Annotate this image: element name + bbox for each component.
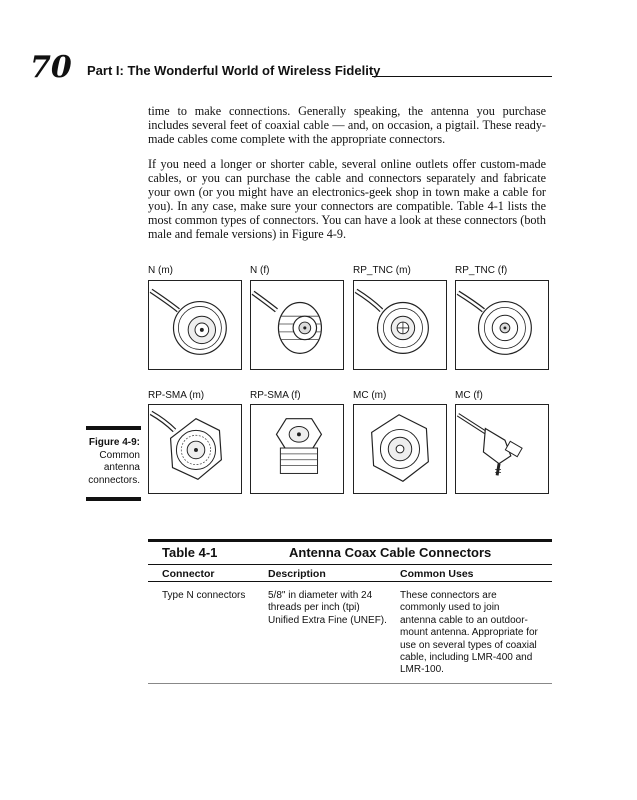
rptnc-female-connector-icon [456, 281, 548, 369]
table-header-description: Description [268, 568, 326, 580]
running-head: Part I: The Wonderful World of Wireless Fidelity [87, 63, 381, 78]
connector-label-rpsma-female: RP-SMA (f) [250, 390, 301, 401]
n-female-connector-icon [251, 281, 343, 369]
table-header-connector: Connector [162, 568, 215, 580]
header-rule [372, 76, 552, 77]
rpsma-female-connector-icon [251, 405, 343, 493]
body-paragraph-1: time to make connections. Generally speaking, the antenna you purchase includes several feet of coaxial cable — and, on occasion, a pigtail. These ready-made cables come complete with the appropriate connectors. [148, 104, 546, 146]
figure-caption-label: Figure 4-9: [88, 437, 140, 448]
mc-female-connector-icon [456, 405, 548, 493]
table-rule-header-bottom [148, 581, 552, 582]
connector-image-mc-male [353, 404, 447, 494]
connector-image-rpsma-female [250, 404, 344, 494]
connector-image-n-female [250, 280, 344, 370]
page-number: 70 [30, 50, 72, 85]
connector-image-rptnc-male [353, 280, 447, 370]
figure-caption [78, 437, 140, 487]
table-cell-description: 5/8" in diameter with 24 threads per inch (tpi) Unified Extra Fine (UNEF). [268, 590, 387, 626]
connector-label-rpsma-male: RP-SMA (m) [148, 390, 205, 401]
figure-caption-text: Common antenna connectors. [88, 449, 140, 486]
table-number: Table 4-1 [162, 545, 218, 560]
rptnc-male-connector-icon [354, 281, 446, 369]
body-paragraph-2: If you need a longer or shorter cable, several online outlets offer custom-made cables, or you can purchase the cable and connectors separately and fabricate your own (or you might have an electronics-geek shop in town make a cable for you). In any case, make sure your connectors are compatible. Table 4-1 lists the most common types of connectors. You can have a look at these connectors (both male and female versions) in Figure 4-9. [148, 157, 546, 241]
rpsma-male-connector-icon [149, 405, 241, 493]
table-rule-header-top [148, 564, 552, 565]
connector-label-mc-female: MC (f) [455, 390, 483, 401]
connector-image-rptnc-female [455, 280, 549, 370]
connector-label-rptnc-male: RP_TNC (m) [353, 265, 411, 276]
table-title: Antenna Coax Cable Connectors [289, 545, 492, 560]
mc-male-connector-icon [354, 405, 446, 493]
table-rule-bottom [148, 683, 552, 684]
connector-label-mc-male: MC (m) [353, 390, 387, 401]
connector-label-rptnc-female: RP_TNC (f) [455, 265, 508, 276]
table-rule-top [148, 539, 552, 542]
connector-label-n-male: N (m) [148, 265, 173, 276]
connector-image-mc-female [455, 404, 549, 494]
caption-bar-top [86, 426, 141, 430]
connector-image-n-male [148, 280, 242, 370]
table-cell-connector: Type N connectors [162, 590, 246, 601]
connector-label-n-female: N (f) [250, 265, 270, 276]
connector-image-rpsma-male [148, 404, 242, 494]
caption-bar-bottom [86, 497, 141, 501]
table-cell-common-uses: These connectors are commonly used to join antenna cable to an outdoor-mount antenna. Appropriate for use on several types of coaxial cable, including LMR-400 and LMR-100. [400, 590, 538, 676]
n-male-connector-icon [149, 281, 241, 369]
table-header-common-uses: Common Uses [400, 568, 474, 580]
